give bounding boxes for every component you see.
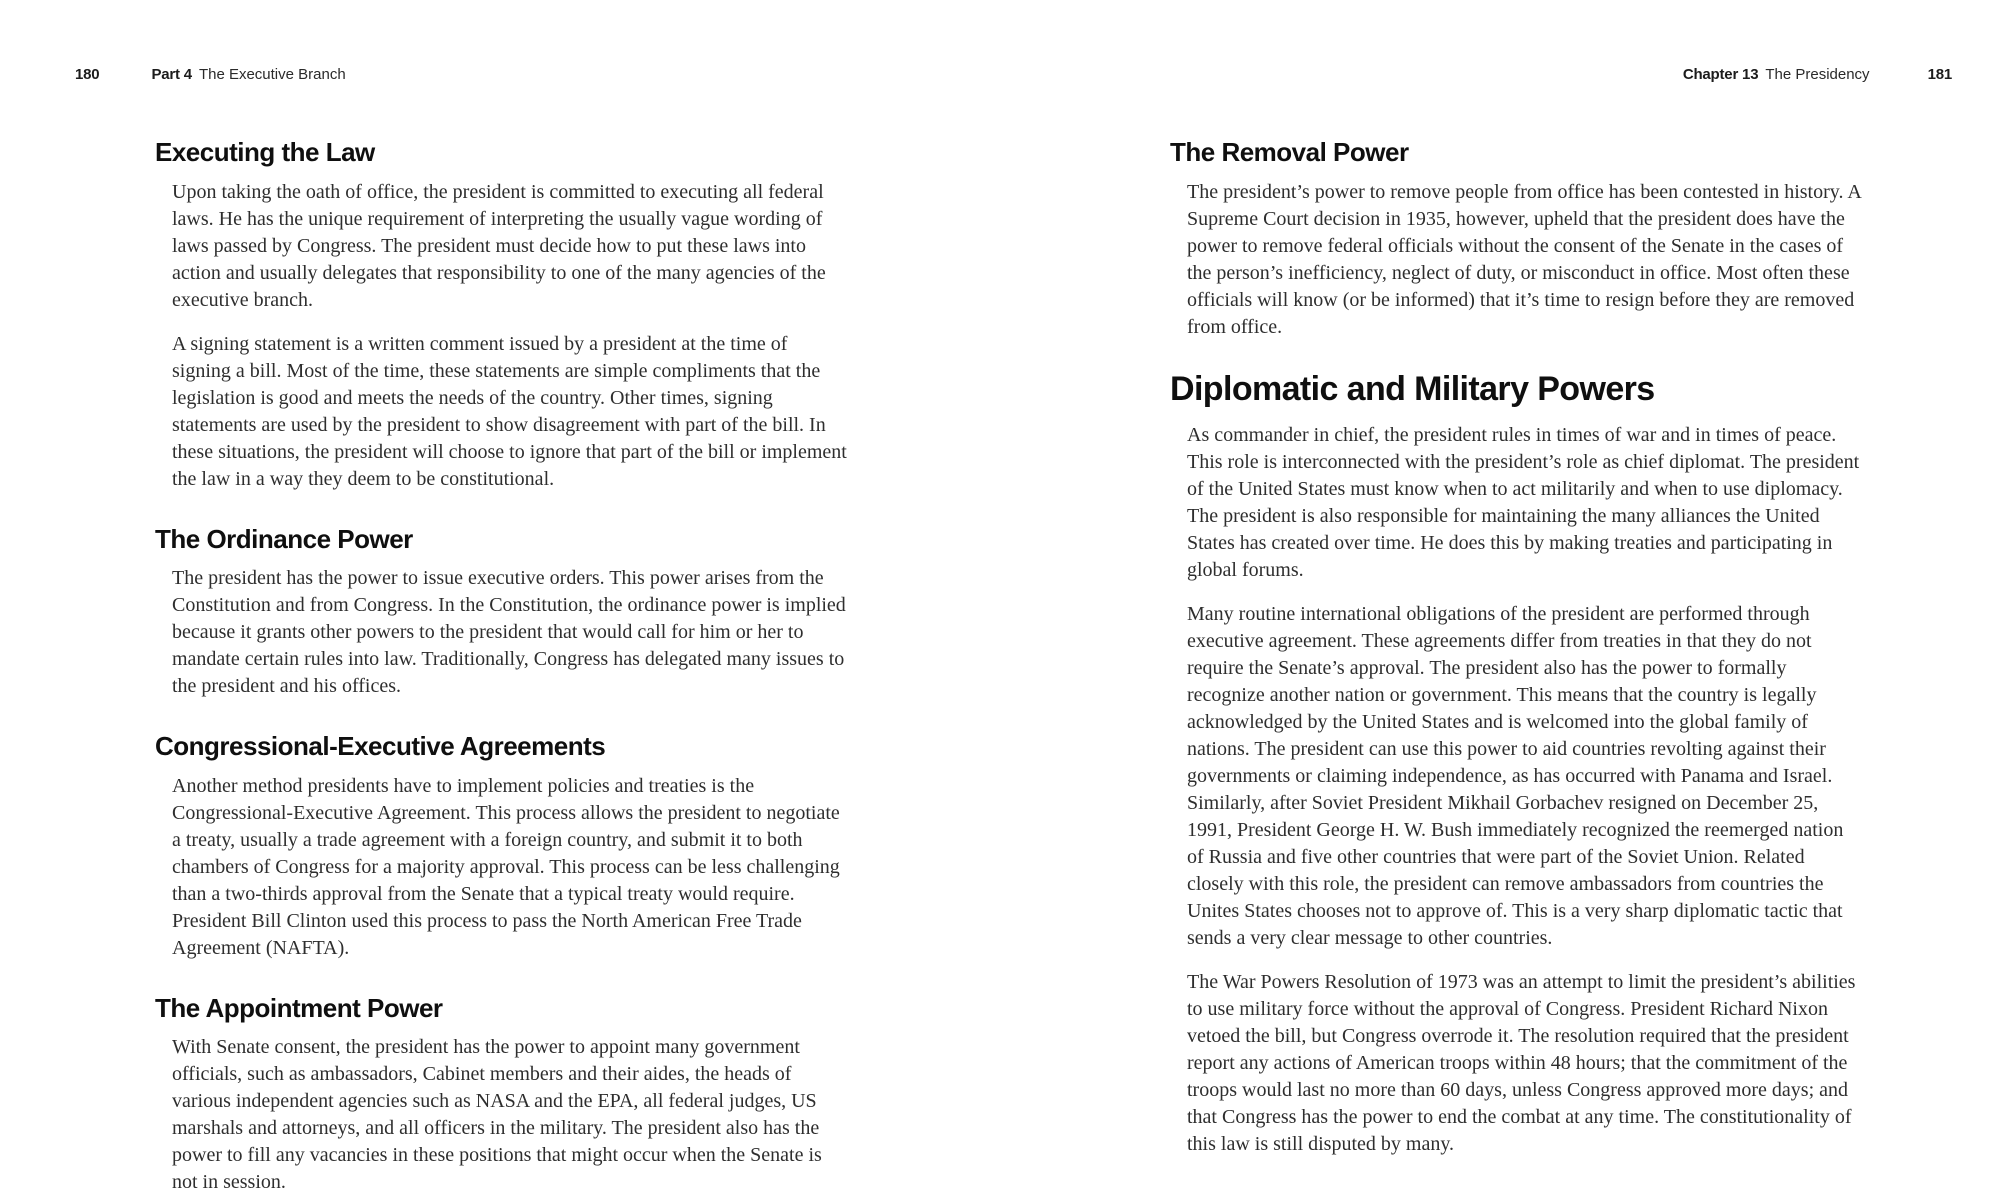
section-the-ordinance-power [155,525,849,701]
page-right [1170,138,1864,1175]
page-number-left: 180 [75,66,100,83]
paragraph: Another method presidents have to implement policies and treaties is the Congressional-Executive Agreement. This process allows the president to negotiate a treaty, usually a trade agreement with a foreign country, and submit it to both chambers of Congress for a majority approval. This process can be less challenging than a two-thirds approval from the Senate that a typical treaty would require. President Bill Clinton used this process to pass the North American Free Trade Agreement (NAFTA). [172,774,840,959]
section-heading: Congressional-Executive Agreements [155,731,606,762]
page-number-right: 181 [1927,66,1952,83]
section-the-removal-power [1170,138,1864,341]
section-heading: The Ordinance Power [155,523,413,554]
section-executing-the-law [155,138,849,493]
paragraph: With Senate consent, the president has the power to appoint many government officials, such as ambassadors, Cabinet members and their aides, the heads of various independent agencies such as NASA and the EPA, all federal judges, US marshals and attorneys, and all officers in the military. The president also has the power to fill any vacancies in these positions that might occur when the Senate is not in session. [172,1036,822,1194]
paragraph: The War Powers Resolution of 1973 was an attempt to limit the president’s abilities to use military force without the approval of Congress. President Richard Nixon vetoed the bill, but Congress overrode it. The resolution required that the president report any actions of American troops within 48 hours; that the commitment of the troops would last no more than 60 days, unless Congress approved more days; and that Congress has the power to end the combat at any time. The constitutionality of this law is still disputed by many. [1187,970,1856,1155]
section-the-appointment-power [155,994,849,1195]
running-head-right-label: Chapter 13 [1682,66,1759,83]
running-head-right-title: The Presidency [1765,66,1870,83]
paragraph: Upon taking the oath of office, the president is committed to executing all federal laws. He has the unique requirement of interpreting the usually vague wording of laws passed by Congress. The president must decide how to put these laws into action and usually delegates that responsibility to one of the many agencies of the executive branch. [172,180,826,311]
section-congressional-executive-agreements [155,732,849,962]
running-head-left [75,66,346,83]
section-heading: The Appointment Power [155,992,443,1023]
paragraph: The president has the power to issue executive orders. This power arises from the Constitution and from Congress. In the Constitution, the ordinance power is implied because it grants other powers to the president that would call for him or her to mandate certain rules into law. Traditionally, Congress has delegated many issues to the president and his offices. [172,567,846,698]
major-section-heading: Diplomatic and Military Powers [1170,369,1655,408]
section-heading: Executing the Law [155,137,375,167]
running-head-right [1683,66,1952,83]
paragraph: Many routine international obligations of the president are performed through executive agreement. These agreements differ from treaties in that they do not require the Senate’s approval. The president also has the power to formally recognize another nation or government. This means that the country is legally acknowledged by the United States and is welcomed into the global family of nations. The president can use this power to aid countries revolting against their governments or claiming independence, as has occurred with Panama and Israel. Similarly, after Soviet President Mikhail Gorbachev resigned on December 25, 1991, President George H. W. Bush immediately recognized the reemerged nation of Russia and five other countries that were part of the Soviet Union. Related closely with this role, the president can remove ambassadors from countries the Unites States chooses not to approve of. This is a very sharp diplomatic tactic that sends a very clear message to other countries. [1187,602,1844,949]
section-heading: The Removal Power [1170,137,1409,167]
page-left [155,138,849,1195]
paragraph: A signing statement is a written comment issued by a president at the time of signing a bill. Most of the time, these statements are simple compliments that the legislation is good and meets the needs of the country. Other times, signing statements are used by the president to show disagreement with part of the bill. In these situations, the president will choose to ignore that part of the bill or implement the law in a way they deem to be constitutional. [172,332,847,490]
paragraph: As commander in chief, the president rules in times of war and in times of peace. This role is interconnected with the president’s role as chief diplomat. The president of the United States must know when to act militarily and when to use diplomacy. The president is also responsible for maintaining the many alliances the United States has created over time. He does this by making treaties and participating in global forums. [1187,423,1860,581]
running-head-left-title: The Executive Branch [198,66,346,83]
paragraph: The president’s power to remove people from office has been contested in history. A Supreme Court decision in 1935, however, upheld that the president does have the power to remove federal officials without the consent of the Senate in the cases of the person’s inefficiency, neglect of duty, or misconduct in office. Most often these officials will know (or be informed) that it’s time to resign before they are removed from office. [1187,180,1861,338]
section-diplomatic-and-military-powers [1170,371,1864,1158]
running-head-left-label: Part 4 [151,66,192,83]
